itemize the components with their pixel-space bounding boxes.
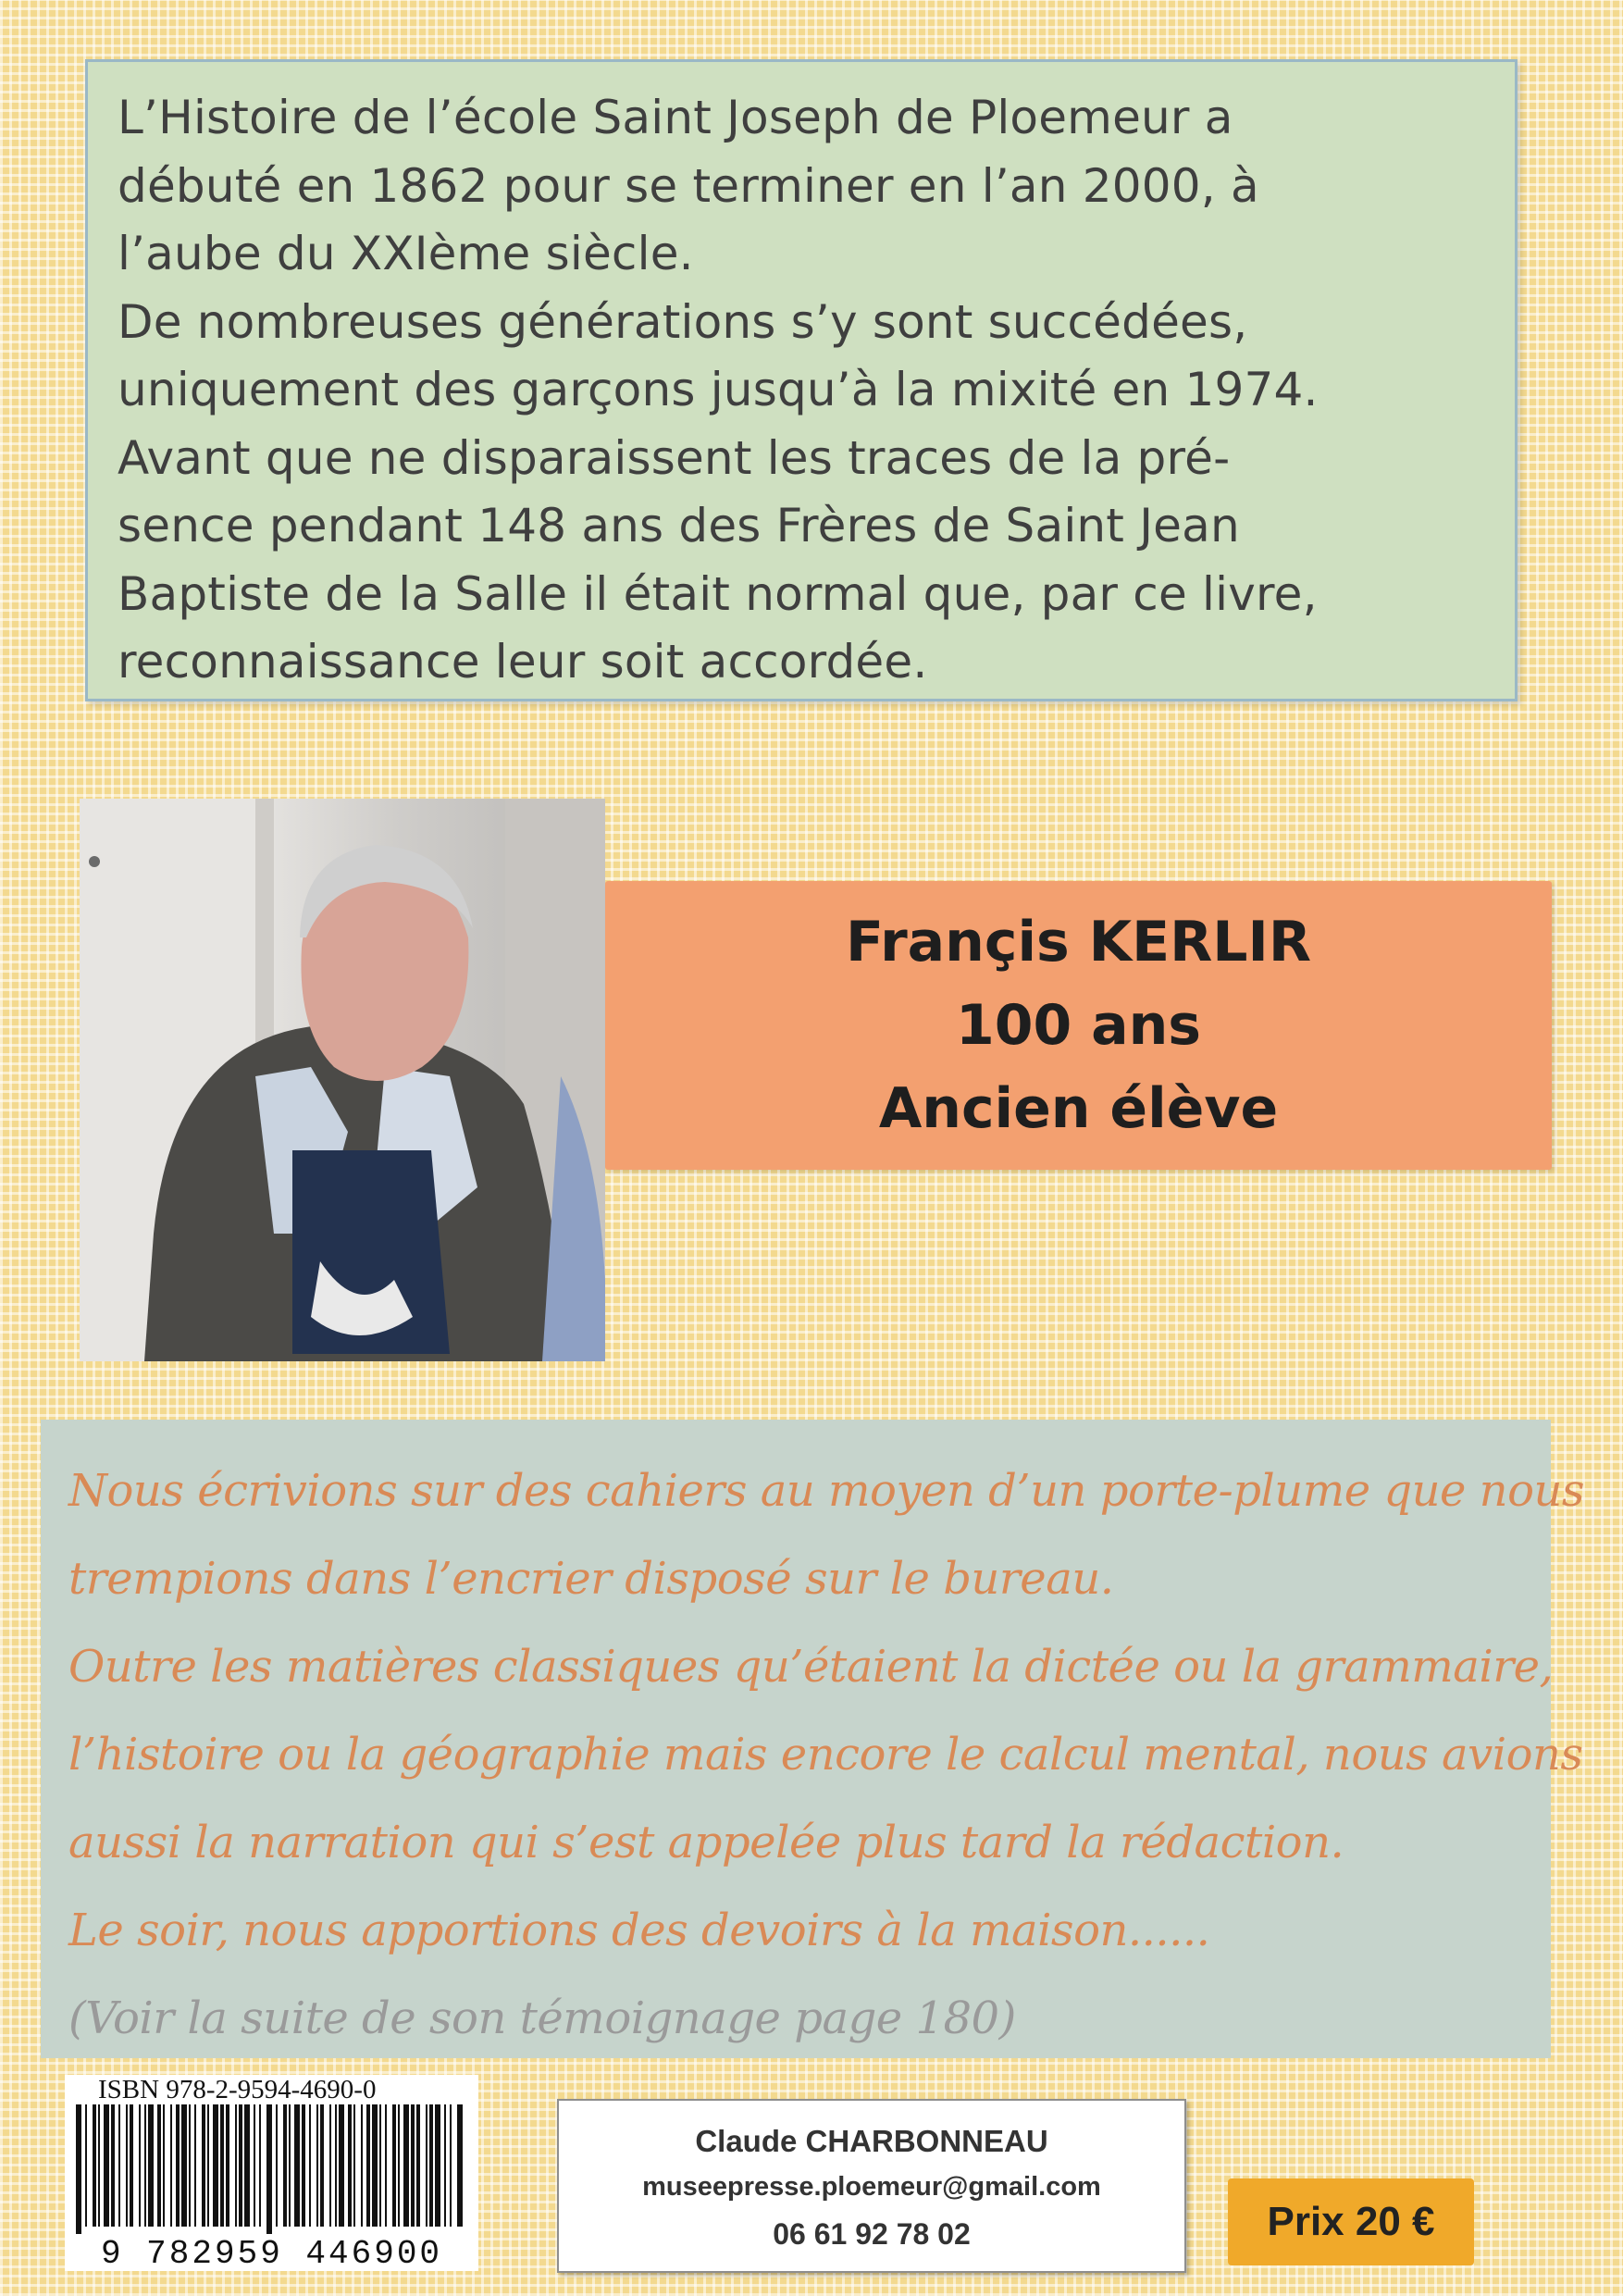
author-role: Ancien élève	[878, 1076, 1279, 1141]
quote-line: trempions dans l’encrier disposé sur le bureau.	[68, 1553, 1114, 1605]
quote-line: Nous écrivions sur des cahiers au moyen d’un porte-plume que nous	[68, 1465, 1585, 1517]
intro-text-box	[85, 59, 1518, 701]
contact-phone[interactable]: 06 61 92 78 02	[773, 2217, 971, 2251]
intro-line: Avant que ne disparaissent les traces de la pré-	[118, 430, 1231, 485]
barcode-digits: 9 782959 446900	[100, 2235, 443, 2273]
quote-line: aussi la narration qui s’est appelée plus tard la rédaction.	[68, 1817, 1344, 1868]
author-caption-box	[605, 881, 1552, 1170]
isbn-barcode	[65, 2075, 478, 2271]
intro-line: l’aube du XXIème siècle.	[118, 227, 694, 280]
quote-reference: (Voir la suite de son témoignage page 180)	[68, 1992, 1016, 2044]
portrait-photo	[80, 799, 605, 1361]
quote-line: l’histoire ou la géographie mais encore le calcul mental, nous avions	[68, 1729, 1583, 1781]
quote-line: Le soir, nous apportions des devoirs à la maison......	[68, 1905, 1210, 1956]
intro-line: uniquement des garçons jusqu’à la mixité en 1974.	[118, 363, 1319, 416]
intro-line: reconnaissance leur soit accordée.	[118, 635, 928, 689]
intro-line: sence pendant 148 ans des Frères de Saint Jean	[118, 499, 1240, 552]
intro-line: L’Histoire de l’école Saint Joseph de Ploemeur a	[118, 91, 1233, 144]
quote-line: Outre les matières classiques qu’étaient la dictée ou la grammaire,	[68, 1641, 1554, 1693]
price-badge	[1228, 2178, 1474, 2265]
contact-email[interactable]: museepresse.ploemeur@gmail.com	[642, 2172, 1101, 2202]
contact-name: Claude CHARBONNEAU	[695, 2124, 1048, 2158]
author-name: Françis KERLIR	[845, 910, 1312, 974]
isbn-number: ISBN 978-2-9594-4690-0	[98, 2075, 377, 2104]
author-age: 100 ans	[955, 993, 1202, 1058]
intro-line: De nombreuses générations s’y sont succédées,	[118, 294, 1248, 349]
portrait-illustration	[80, 799, 605, 1361]
price-label: Prix 20 €	[1267, 2199, 1435, 2244]
intro-line: débuté en 1862 pour se terminer en l’an 2000, à	[118, 158, 1259, 213]
testimony-quote-box	[41, 1420, 1585, 2058]
intro-line: Baptiste de la Salle il était normal que, par ce livre,	[118, 566, 1318, 621]
contact-box	[557, 2099, 1186, 2273]
barcode-bars	[70, 2104, 473, 2234]
